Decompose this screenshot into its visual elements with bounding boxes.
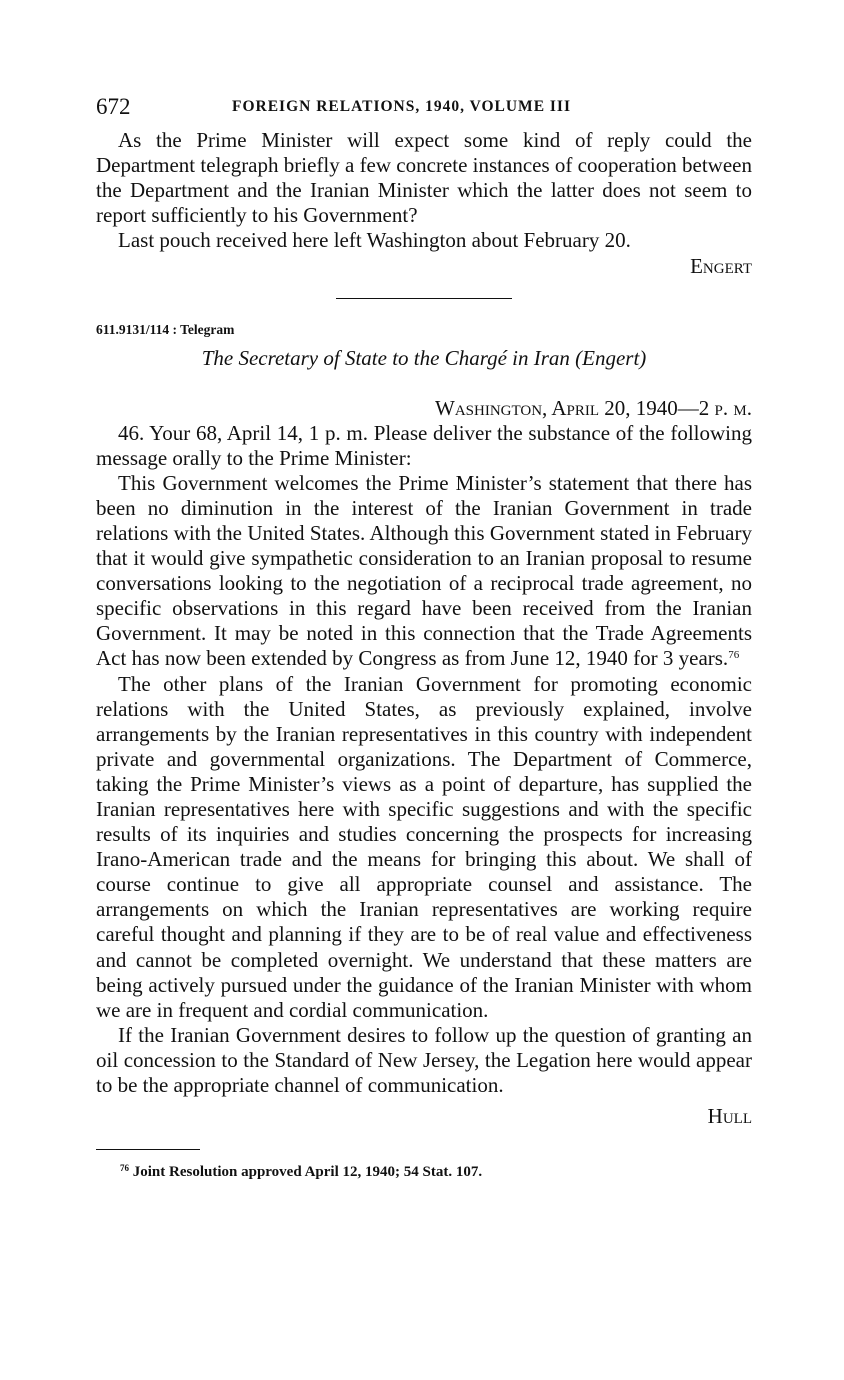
- intro-paragraph: 46. Your 68, April 14, 1 p. m. Please deliver the substance of the following message orally to the Prime Minister:: [96, 420, 752, 470]
- body-paragraph-3: If the Iranian Government desires to follow up the question of granting an oil concession to the Standard of New Jersey, the Legation here would appear to be the appropriate channel of communication.: [96, 1022, 752, 1097]
- prev-doc-signature: Engert: [690, 254, 752, 279]
- footnote-divider: [96, 1149, 200, 1150]
- running-title: FOREIGN RELATIONS, 1940, VOLUME III: [232, 98, 571, 115]
- prev-doc-paragraph: As the Prime Minister will expect some kind of reply could the Department telegraph briefly a few concrete instances of cooperation between the Department and the Iranian Minister which the latter does not seem to report sufficiently to his Government?: [96, 128, 752, 228]
- signature: Hull: [707, 1104, 752, 1129]
- footnote-text: Joint Resolution approved April 12, 1940; 54 Stat. 107.: [132, 1164, 483, 1181]
- footnote: [96, 1163, 752, 1182]
- page-header: [96, 94, 752, 128]
- page-number: 672: [96, 94, 131, 119]
- prev-doc-paragraph: Last pouch received here left Washington about February 20.: [118, 228, 631, 253]
- document-heading: The Secretary of State to the Chargé in Iran (Engert): [201, 345, 647, 370]
- body-paragraph-1: [96, 471, 752, 672]
- dateline: Washington, April 20, 1940—2 p. m.: [435, 395, 752, 420]
- file-reference: 611.9131/114 : Telegram: [96, 321, 235, 337]
- body-paragraph-1-text: This Government welcomes the Prime Minister’s statement that there has been no diminution in the interest of the Iranian Government in trade relations with the United States. Although this Government stated in February that it would give sympathetic consideration to an Iranian proposal to resume conversations looking to the negotiation of a reciprocal trade agreement, no specific observations in this regard have been received from the Iranian Government. It may be noted in this connection that the Trade Agreements Act has now been extended by Congress as from June 12, 1940 for 3 years.: [96, 470, 752, 671]
- footnote-marker: 76: [120, 1163, 129, 1174]
- document-page: [96, 94, 752, 1182]
- body-paragraph-2: The other plans of the Iranian Government for promoting economic relations with the United States, as previously explained, involve arrangements by the Iranian representatives in this country with independent private and governmental organizations. The Department of Commerce, taking the Prime Minister’s views as a point of departure, has supplied the Iranian representatives here with specific suggestions and with the specific results of its inquiries and studies concerning the prospects for increasing Irano-American trade and the means for bringing this about. We shall of course continue to give all appropriate counsel and assistance. The arrangements on which the Iranian representatives are working require careful thought and planning if they are to be of real value and effectiveness and cannot be completed overnight. We understand that these matters are being actively pursued under the guidance of the Iranian Minister with whom we are in frequent and cordial communication.: [96, 671, 752, 1022]
- footnote-reference: 76: [728, 649, 740, 662]
- section-divider: [336, 298, 512, 299]
